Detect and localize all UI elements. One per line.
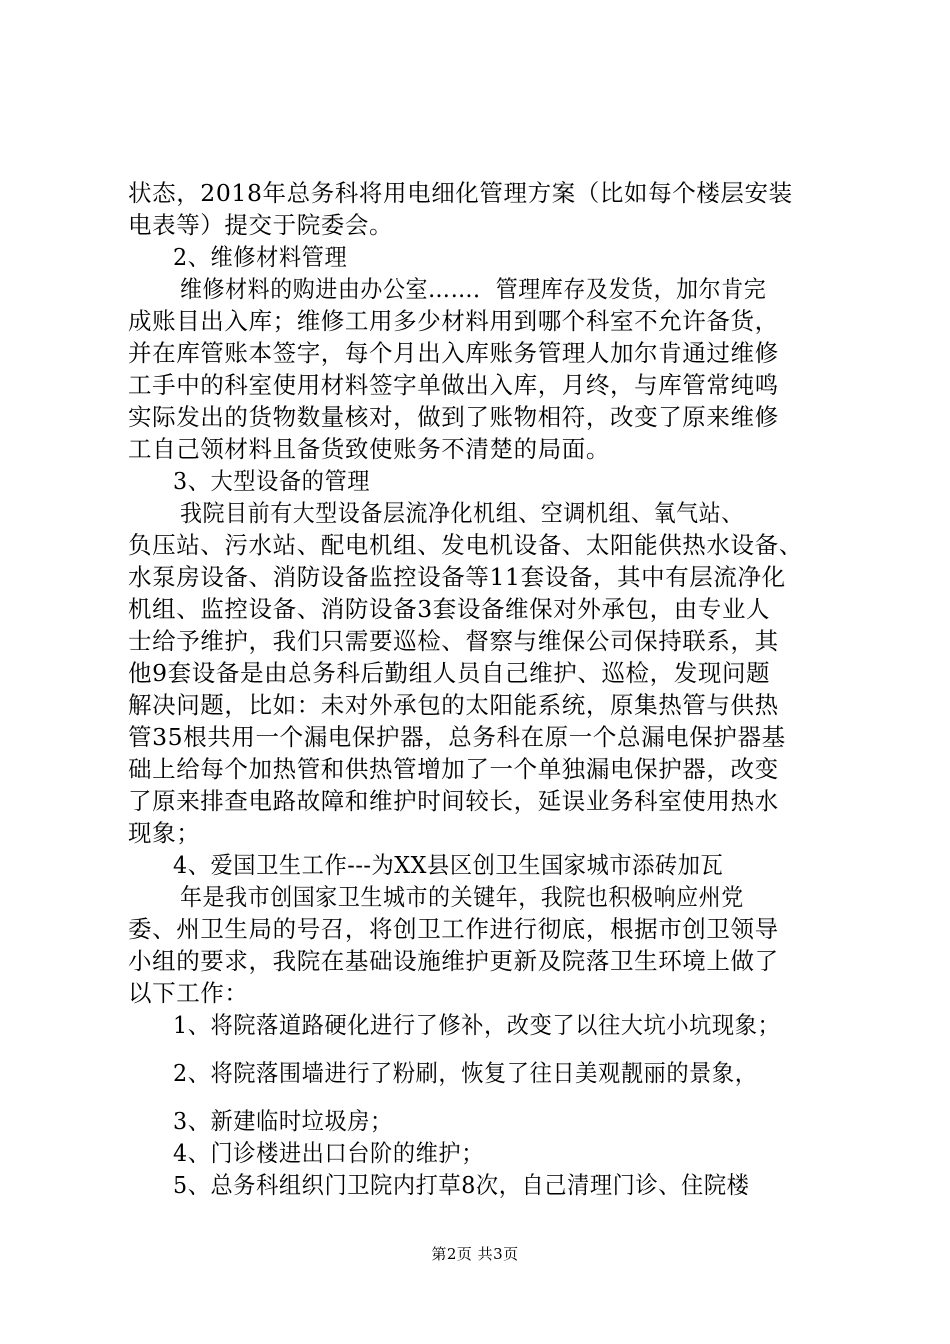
section-heading: 4、爱国卫生工作---为XX县区创卫生国家城市添砖加瓦 xyxy=(173,851,724,879)
paragraph-line: 解决问题，比如：未对外承包的太阳能系统，原集热管与供热 xyxy=(128,691,779,719)
list-item: 4、门诊楼进出口台阶的维护； xyxy=(173,1139,485,1167)
paragraph-line: 成账目出入库；维修工用多少材料用到哪个科室不允许备货， xyxy=(128,307,779,335)
paragraph-line: 我院目前有大型设备层流净化机组、空调机组、氧气站、 xyxy=(180,499,744,527)
paragraph-line: 电表等）提交于院委会。 xyxy=(128,211,394,239)
paragraph-line: 工自己领材料且备货致使账务不清楚的局面。 xyxy=(128,435,610,463)
paragraph-line: 并在库管账本签字，每个月出入库账务管理人加尔肯通过维修 xyxy=(128,339,779,367)
paragraph-line: 年是我市创国家卫生城市的关键年，我院也积极响应州党 xyxy=(180,883,744,911)
list-item: 1、将院落道路硬化进行了修补，改变了以往大坑小坑现象； xyxy=(173,1011,781,1039)
paragraph-line: 工手中的科室使用材料签字单做出入库，月终，与库管常纯鸣 xyxy=(128,371,779,399)
paragraph-line: 水泵房设备、消防设备监控设备等11套设备，其中有层流净化 xyxy=(128,563,786,591)
list-item: 5、总务科组织门卫院内打草8次，自己清理门诊、住院楼 xyxy=(173,1171,750,1199)
page-number-footer: 第2页 共3页 xyxy=(431,1245,519,1263)
paragraph-line: 他9套设备是由总务科后勤组人员自己维护、巡检，发现问题 xyxy=(128,659,771,687)
paragraph-line: 小组的要求，我院在基础设施维护更新及院落卫生环境上做了 xyxy=(128,947,779,975)
paragraph-line: 础上给每个加热管和供热管增加了一个单独漏电保护器，改变 xyxy=(128,755,779,783)
paragraph-line: 了原来排查电路故障和维护时间较长，延误业务科室使用热水 xyxy=(128,787,779,815)
list-item: 3、新建临时垃圾房； xyxy=(173,1107,393,1135)
paragraph-line: 管35根共用一个漏电保护器，总务科在原一个总漏电保护器基 xyxy=(128,723,786,751)
paragraph-line: 负压站、污水站、配电机组、发电机设备、太阳能供热水设备、 xyxy=(128,531,803,559)
paragraph-line: 现象； xyxy=(128,819,201,847)
paragraph-line: 实际发出的货物数量核对，做到了账物相符，改变了原来维修 xyxy=(128,403,779,431)
paragraph-line: 士给予维护，我们只需要巡检、督察与维保公司保持联系，其 xyxy=(128,627,779,655)
section-heading: 2、维修材料管理 xyxy=(173,243,348,271)
paragraph-line: 以下工作： xyxy=(128,979,249,1007)
paragraph-line: 维修材料的购进由办公室……．管理库存及发货，加尔肯完 xyxy=(180,275,767,303)
list-item: 2、将院落围墙进行了粉刷，恢复了往日美观靓丽的景象， xyxy=(173,1059,758,1087)
paragraph-line: 委、州卫生局的号召，将创卫工作进行彻底，根据市创卫领导 xyxy=(128,915,779,943)
paragraph-line: 机组、监控设备、消防设备3套设备维保对外承包，由专业人 xyxy=(128,595,771,623)
paragraph-line: 状态，2018年总务科将用电细化管理方案（比如每个楼层安装 xyxy=(128,179,793,207)
section-heading: 3、大型设备的管理 xyxy=(173,467,371,495)
